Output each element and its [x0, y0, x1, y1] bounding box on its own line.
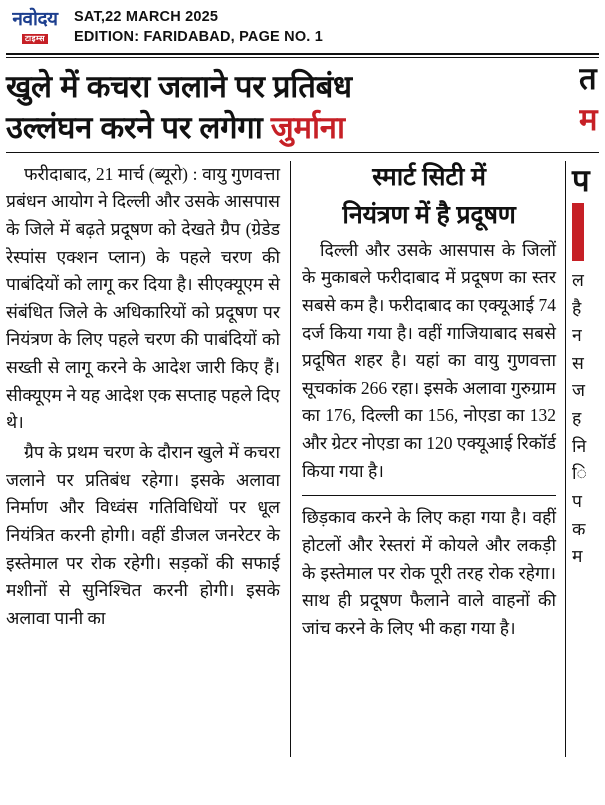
column-sidebar-article: [291, 161, 566, 757]
headline-line-2-text: उल्लंघन करने पर लगेगा: [6, 109, 271, 145]
clipped-line-3: न: [572, 325, 582, 346]
headline-line-1: खुले में कचरा जलाने पर प्रतिबंध: [6, 68, 352, 104]
column-clipped: [566, 161, 599, 757]
clipped-line-11: म: [572, 546, 583, 567]
clipped-line-7: नि: [572, 435, 587, 456]
clipped-line-9: प: [572, 491, 582, 512]
headline-line-2: [6, 107, 599, 148]
clipped-line-1: ल: [572, 269, 584, 290]
article-paragraph-2: ग्रैप के प्रथम चरण के दौरान खुले में कचरा जलाने पर प्रतिबंध रहेगा। इसके अलावा निर्माण और विध्वंस गतिविधियों पर धूल नियंत्रित करनी होगी। वहीं डीजल जनरेटर के इस्तेमाल पर रोक रहेगी। सड़कों की सफाई मशीनों से सुनिश्चित करनी होगी। इसके अलावा पानी का: [6, 442, 280, 628]
column-main-article: [6, 161, 291, 757]
side-clip-line-1: त: [579, 60, 597, 96]
article-columns: [0, 153, 605, 757]
edition-line: EDITION: FARIDABAD, PAGE NO. 1: [74, 28, 324, 45]
sidebar-paragraph-2: छिड़काव करने के लिए कहा गया है। वहीं होटलों और रेस्तरां में कोयले और लकड़ी के इस्तेमाल पर रोक पूरी तरह रोक रहेगा। साथ ही प्रदूषण फैलाने वाले वाहनों की जांच करने के लिए भी कहा गया है।: [302, 507, 556, 638]
side-clip-line-2: म: [579, 101, 598, 137]
clipped-line-6: ह: [572, 408, 582, 429]
logo-sub-text: टाइम्स: [22, 34, 48, 44]
article-paragraph-1-text: वायु गुणवत्ता प्रबंधन आयोग ने दिल्ली और उसके आसपास के जिले में बढ़ते प्रदूषण को देखते ग्रैप (ग्रेडेड रेस्पांस एक्शन प्लान) के पहले चरण की पाबंदियों को लागू कर दिया है। सीएक्यूएम से संबंधित जिले के अधिकारियों को प्रदूषण पर नियंत्रण के लिए पहले चरण की पाबंदियों को सख्ती से लागू करने के आदेश जारी किए हैं। सीक्यूएम ने यह आदेश एक सप्ताह पहले दिए थे।: [6, 163, 281, 433]
masthead: [0, 0, 605, 51]
clipped-head: प: [572, 162, 590, 198]
clipped-line-10: क: [572, 518, 586, 539]
sidebar-divider: [302, 495, 556, 496]
headline-block: [0, 58, 605, 150]
clipped-line-8: ि: [572, 463, 587, 484]
article-paragraph-1: [6, 161, 280, 437]
clipped-accent-bar: [572, 203, 584, 261]
date-line: SAT,22 MARCH 2025: [74, 9, 219, 25]
headline-accent-word: जुर्माना: [270, 109, 345, 145]
clipped-line-4: स: [572, 352, 584, 373]
article-dateline: फरीदाबाद, 21 मार्च (ब्यूरो) :: [24, 163, 198, 184]
clipped-line-5: ज: [572, 380, 585, 401]
sidebar-subhead-line-1: स्मार्ट सिटी में: [372, 162, 486, 191]
logo-main-text: नवोदय: [12, 9, 58, 30]
sidebar-paragraph-1: दिल्ली और उसके आसपास के जिलों के मुकाबले फरीदाबाद में प्रदूषण का स्तर सबसे कम है। फरीदाबाद का एक्यूआई 74 दर्ज किया गया है। वहीं गाजियाबाद सबसे प्रदूषित शहर है। यहां का वायु गुणवत्ता सूचकांक 266 रहा। इसके अलावा गुरुग्राम का 176, दिल्ली का 156, नोएडा का 132 और ग्रेटर नोएडा का 120 एक्यूआई रिकॉर्ड किया गया है।: [302, 239, 556, 481]
clipped-line-2: है: [572, 297, 582, 318]
publication-logo: [6, 10, 64, 45]
edition-block: [74, 6, 323, 47]
sidebar-subhead-line-2: नियंत्रण में है प्रदूषण: [342, 200, 516, 229]
headline-side-clip: [579, 58, 605, 150]
masthead-rule-thick: [6, 53, 599, 55]
